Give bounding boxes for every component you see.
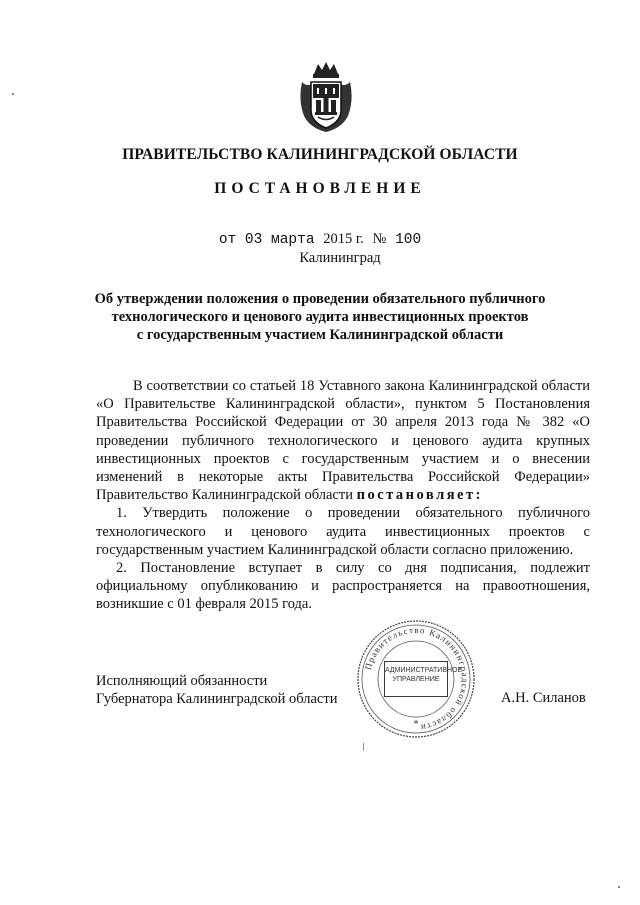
stamp-center-box [384,661,463,697]
signatory-name: А.Н. Силанов [501,690,586,706]
stamp-center-line: АДМИНИСТРАТИВНОЕ [385,667,463,674]
document-year: 2015 г. [323,231,364,247]
scan-speck [12,93,14,95]
stamp-center-line: УПРАВЛЕНИЕ [392,676,440,683]
subject-line: Об утверждении положения о проведении обязательного публичного [94,291,546,307]
decree-item-2: 2. Постановление вступает в силу со дня подписания, подлежит официальному опубликованию и распространяется на правоотношения, возникшие с 01 февраля 2015 года. [96,560,590,613]
preamble-paragraph [96,377,590,504]
position-line: Исполняющий обязанности [96,673,268,689]
city-name: Калининград [299,250,381,266]
government-title: ПРАВИТЕЛЬСТВО КАЛИНИНГРАДСКОЙ ОБЛАСТИ [122,146,518,163]
date-prefix: от [218,232,237,248]
subject-line: технологического и ценового аудита инвестиционных проектов [111,309,529,325]
scan-speck [618,886,620,888]
signatory-position [96,672,337,708]
number-sign: № [372,231,387,247]
coat-of-arms-emblem [296,60,356,136]
document-date: 03 марта [244,232,315,248]
document-subject [90,290,550,344]
subject-line: с государственным участием Калининградской области [136,327,504,343]
preamble-text: В соответствии со статьей 18 Уставного закона Калининградской области «О Правительстве Калининградской области», пунктом 5 Постановления Правительства Российской Федерации от 30 апреля 2013 года № 382 «О проведении публичного технологического и ценового аудита крупных инвестиционных проектов с государственным участием и о внесении изменений в некоторые акты Правительства Российской Федерации» Правительство Калининградской области [96,378,590,504]
stamp-ring-text: Правительство Калининградской области [362,624,471,733]
document-number: 100 [395,232,422,248]
document-body [96,377,590,614]
decree-item-1: 1. Утвердить положение о проведении обязательного публичного технологического и ценового аудита инвестиционных проектов с государственным участием Калининградской области согласно приложению. [96,505,590,558]
official-seal-stamp [354,617,478,741]
stamp-star: * [413,719,419,730]
document-type-title: ПОСТАНОВЛЕНИЕ [214,180,426,197]
scan-mark [363,743,364,751]
decree-word: постановляет: [356,487,483,504]
date-number-line [0,231,640,248]
position-line: Губернатора Калининградской области [96,691,338,708]
